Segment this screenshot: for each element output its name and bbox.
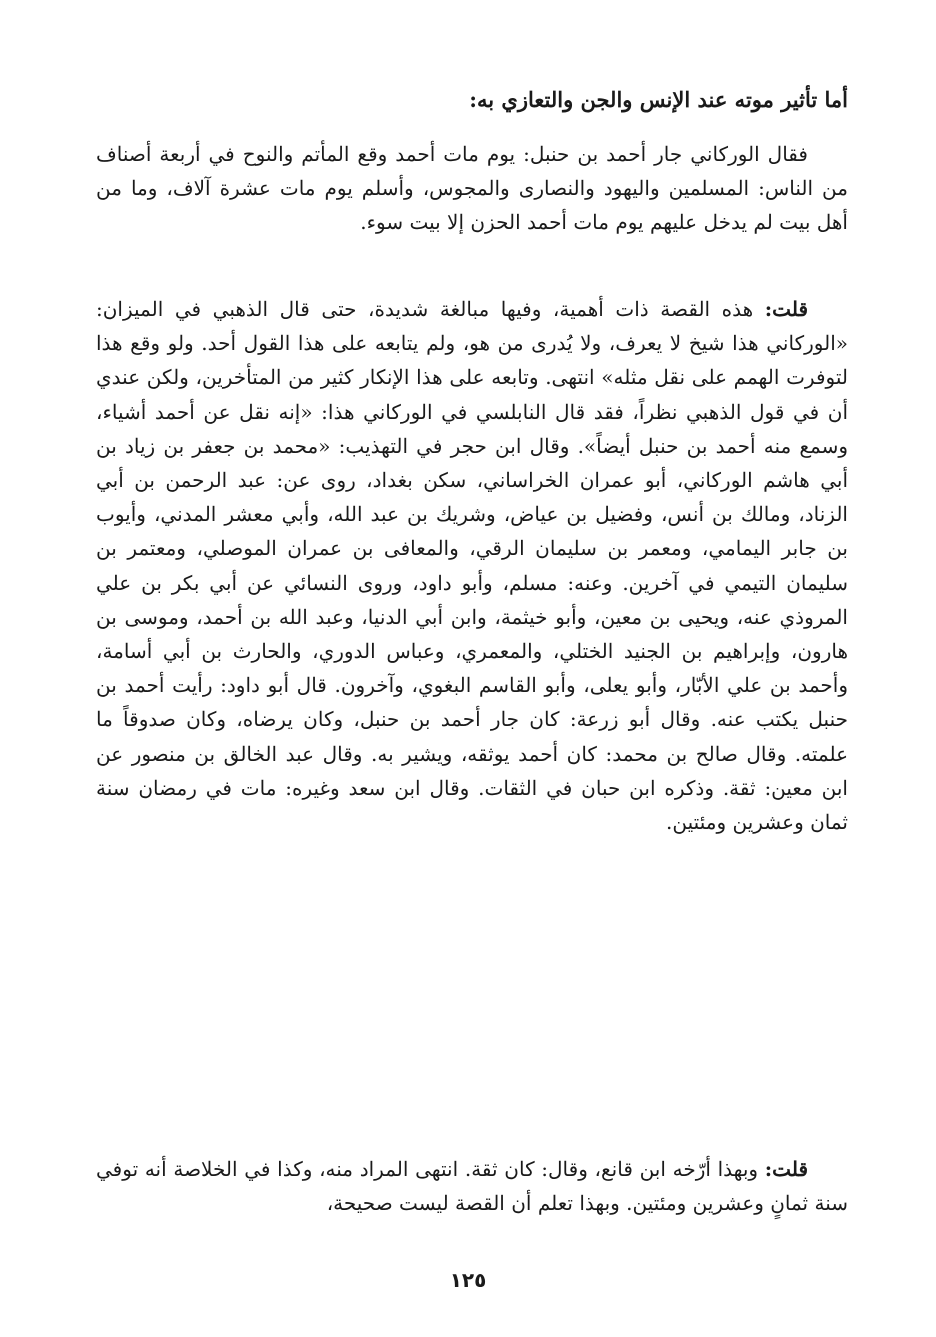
paragraph-3-lead: قلت:: [764, 1157, 808, 1181]
paragraph-1: [96, 137, 848, 240]
paragraph-1-text: فقال الوركاني جار أحمد بن حنبل: يوم مات أحمد وقع المأتم والنوح في أربعة أصناف من الناس: المسلمين واليهود والنصارى والمجوس، وأسلم يوم مات عشرة آلاف، وما من أهل بيت لم يدخل عليهم يوم مات أحمد الحزن إلا بيت سوء.: [96, 142, 848, 235]
paragraph-3: [96, 1152, 848, 1220]
page-number: ١٢٥: [449, 1268, 487, 1292]
paragraph-2-text: هذه القصة ذات أهمية، وفيها مبالغة شديدة، حتى قال الذهبي في الميزان: «الوركاني هذا شيخ لا يعرف، ولا يُدرى من هو، ولم يتابعه على هذا القول أحد. ولو وقع هذا لتوفرت الهمم على نقل مثله» انتهى. وتابعه على هذا الإنكار كثير من المتأخرين، ولكن عندي أن في قول الذهبي نظراً، فقد قال النابلسي في الوركاني هذا: «إنه نقل عن أحمد أشياء، وسمع منه أحمد بن حنبل أيضاً». وقال ابن حجر في التهذيب: «محمد بن جعفر بن زياد بن أبي هاشم الوركاني، أبو عمران الخراساني، سكن بغداد، روى عن: عبد الرحمن بن أبي الزناد، ومالك بن أنس، وفضيل بن عياض، وشريك بن عبد الله، وأبي معشر المدني، وأيوب بن جابر اليمامي، ومعمر بن سليمان الرقي، والمعافى بن عمران الموصلي، ومعتمر بن سليمان التيمي في آخرين. وعنه: مسلم، وأبو داود، وروى النسائي عن أبي بكر بن علي المروذي عنه، ويحيى بن معين، وأبو خيثمة، وابن أبي الدنيا، وعبد الله بن أحمد، وموسى بن هارون، وإبراهيم بن الجنيد الختلي، والمعمري، وعباس الدوري، والحارث بن أبي أسامة، وأحمد بن علي الأبّار، وأبو يعلى، وأبو القاسم البغوي، وآخرون. قال أبو داود: رأيت أحمد بن حنبل يكتب عنه. وقال أبو زرعة: كان جار أحمد بن حنبل، وكان يرضاه، وكان صدوقاً ما علمته. وقال صالح بن محمد: كان أحمد يوثقه، ويشير به. وقال عبد الخالق بن منصور عن ابن معين: ثقة. وذكره ابن حبان في الثقات. وقال ابن سعد وغيره: مات في رمضان سنة ثمان وعشرين ومئتين.: [96, 297, 848, 835]
section-heading: أما تأثير موته عند الإنس والجن والتعازي به:: [469, 87, 848, 112]
paragraph-2-lead: قلت:: [764, 297, 808, 321]
paragraph-2: [96, 292, 848, 839]
paragraph-3-text: وبهذا أرّخه ابن قانع، وقال: كان ثقة. انتهى المراد منه، وكذا في الخلاصة أنه توفي سنة ثمانٍ وعشرين ومئتين. وبهذا تعلم أن القصة ليست صحيحة،: [96, 1157, 848, 1216]
